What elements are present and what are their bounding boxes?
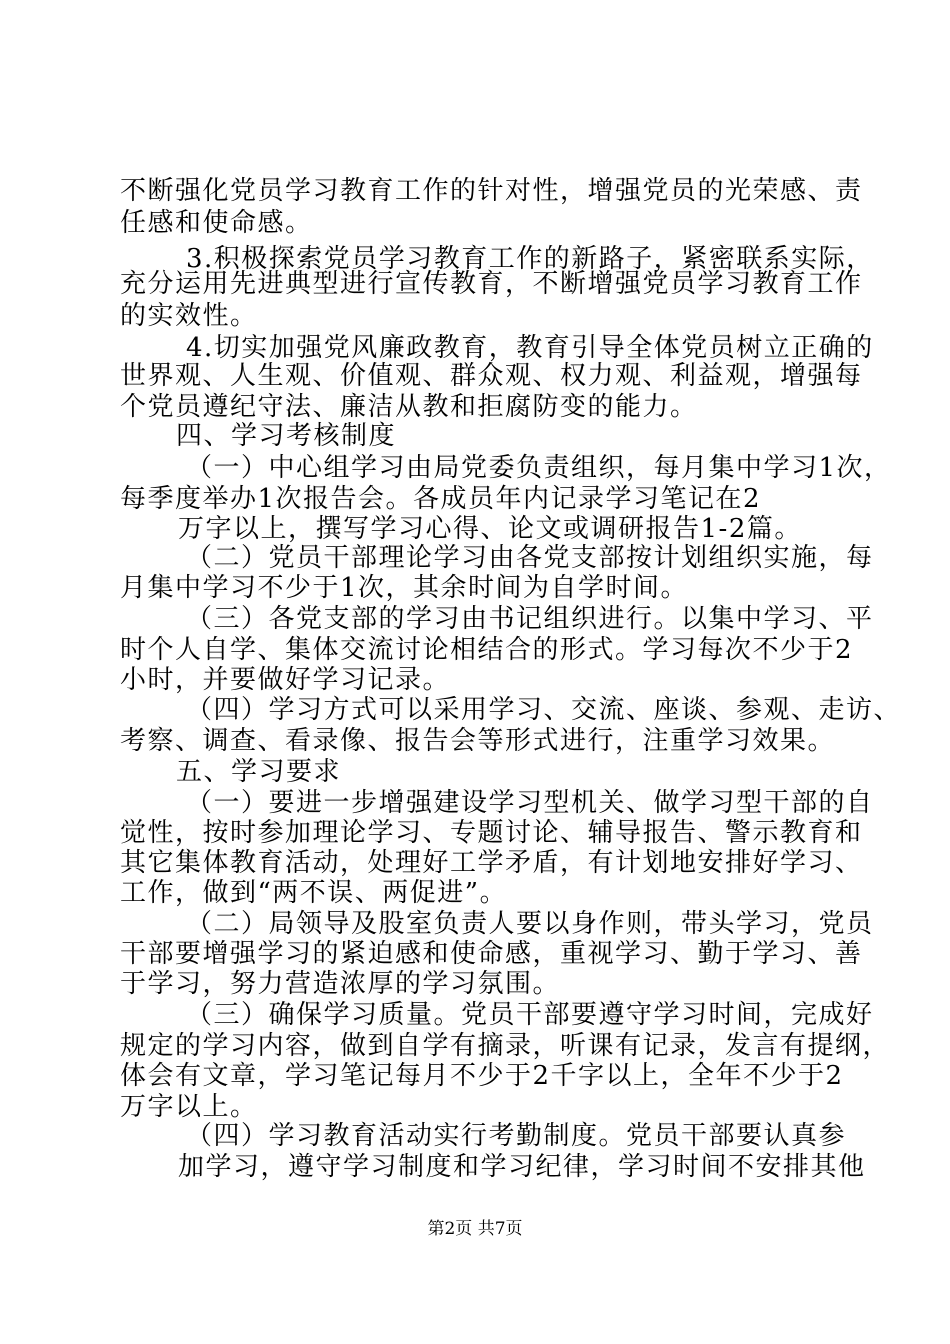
text-line-13: （二）党员干部理论学习由各党支部按计划组织实施，每 (186, 543, 874, 573)
text-line-7: 世界观、人生观、价值观、群众观、权力观、利益观，增强每 (120, 361, 863, 391)
text-line-1: 不断强化党员学习教育工作的针对性，增强党员的光荣感、责 (120, 176, 863, 206)
text-line-27: 于学习，努力营造浓厚的学习氛围。 (120, 969, 561, 999)
text-line-15: （三）各党支部的学习由书记组织进行。以集中学习、平 (186, 604, 874, 634)
section-heading-5: 五、学习要求 (176, 757, 342, 787)
text-line-14: 月集中学习不少于1次，其余时间为自学时间。 (120, 573, 689, 603)
text-line-2: 任感和使命感。 (120, 208, 313, 238)
text-line-11: 每季度举办1次报告会。各成员年内记录学习笔记在2 (120, 484, 762, 514)
text-line-16: 时个人自学、集体交流讨论相结合的形式。学习每次不少于2 (120, 635, 854, 665)
text-line-30: 体会有文章，学习笔记每月不少于2千字以上，全年不少于2 (120, 1061, 844, 1091)
text-line-17: 小时，并要做好学习记录。 (120, 665, 451, 695)
text-line-21: （一）要进一步增强建设学习型机关、做学习型干部的自 (186, 788, 874, 818)
text-line-3: 3.积极探索党员学习教育工作的新路子，紧密联系实际， (186, 244, 874, 274)
text-line-19: 考察、调查、看录像、报告会等形式进行，注重学习效果。 (120, 726, 836, 756)
text-line-28: （三）确保学习质量。党员干部要遵守学习时间，完成好 (186, 1000, 874, 1030)
text-line-31: 万字以上。 (120, 1092, 258, 1122)
text-line-6: 4.切实加强党风廉政教育，教育引导全体党员树立正确的 (186, 333, 874, 363)
text-line-10: （一）中心组学习由局党委负责组织，每月集中学习1次， (186, 453, 892, 483)
text-line-33: 加学习，遵守学习制度和学习纪律，学习时间不安排其他 (178, 1152, 866, 1182)
text-line-25: （二）局领导及股室负责人要以身作则，带头学习，党员 (186, 909, 874, 939)
text-line-32: （四）学习教育活动实行考勤制度。党员干部要认真参 (186, 1121, 847, 1151)
section-heading-4: 四、学习考核制度 (176, 421, 397, 451)
text-line-12: 万字以上，撰写学习心得、论文或调研报告1-2篇。 (178, 514, 802, 544)
text-line-23: 其它集体教育活动，处理好工学矛盾，有计划地安排好学习、 (120, 848, 863, 878)
text-line-8: 个党员遵纪守法、廉洁从教和拒腐防变的能力。 (120, 392, 698, 422)
page-footer: 第2页 共7页 (427, 1219, 523, 1239)
text-line-5: 的实效性。 (120, 301, 258, 331)
text-line-4: 充分运用先进典型进行宣传教育，不断增强党员学习教育工作 (120, 269, 863, 299)
text-line-22: 觉性，按时参加理论学习、专题讨论、辅导报告、警示教育和 (120, 818, 863, 848)
text-line-18: （四）学习方式可以采用学习、交流、座谈、参观、走访、 (186, 695, 902, 725)
text-line-29: 规定的学习内容，做到自学有摘录，听课有记录，发言有提纲， (120, 1031, 891, 1061)
text-line-24: 工作，做到“两不误、两促进”。 (120, 878, 508, 908)
text-line-26: 干部要增强学习的紧迫感和使命感，重视学习、勤于学习、善 (120, 939, 863, 969)
